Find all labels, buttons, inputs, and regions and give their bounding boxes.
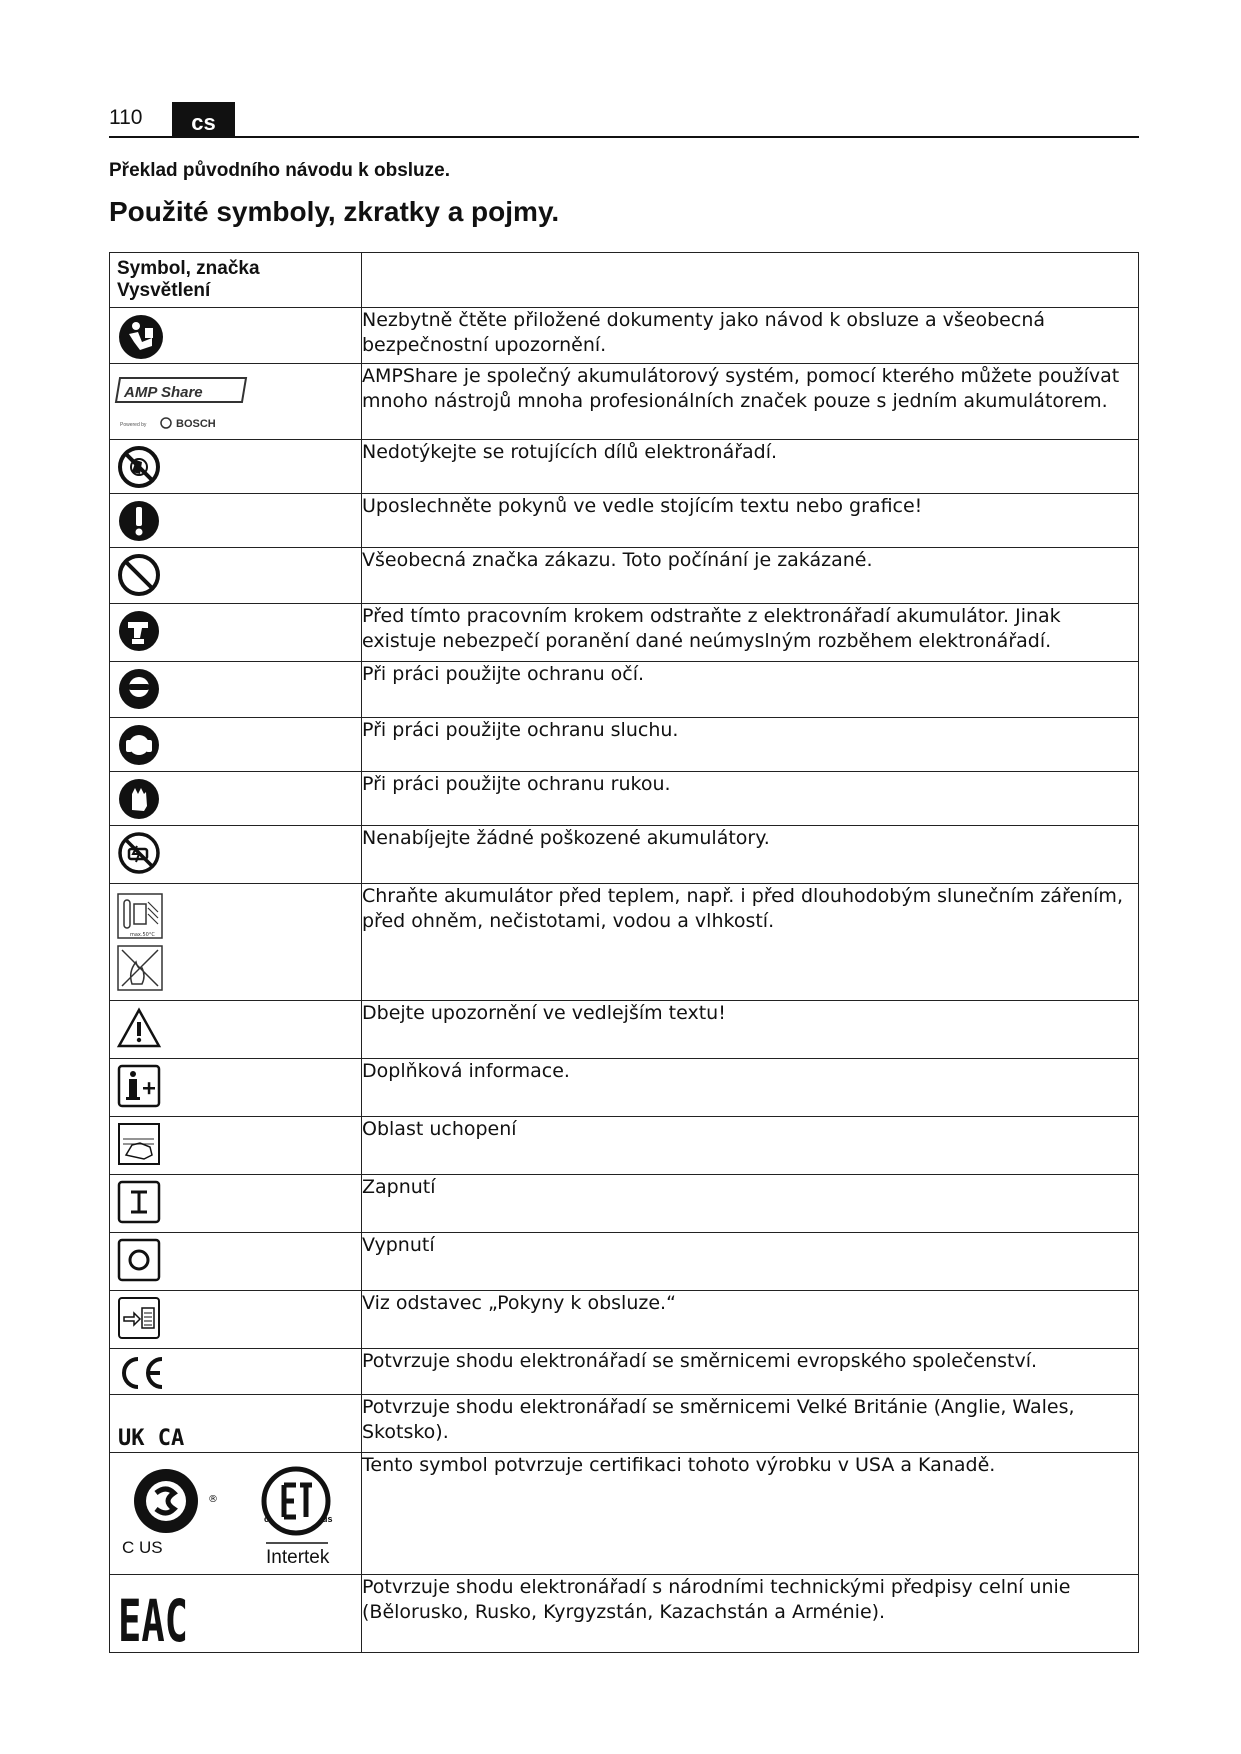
description-cell: Oblast uchopení (362, 1117, 1139, 1175)
table-row (110, 548, 1139, 604)
symbol-cell (110, 662, 362, 718)
description-cell: Chraňte akumulátor před teplem, např. i před dlouhodobým slunečním zářením, před ohněm, nečistotami, vodou a vlhkostí. (362, 884, 1139, 1001)
table-row (110, 772, 1139, 826)
description-cell: Nezbytně čtěte přiložené dokumenty jako návod k obsluze a všeobecná bezpečnostní upozornění. (362, 308, 1139, 364)
table-row (110, 440, 1139, 494)
page-number: 110 (109, 106, 143, 129)
read-manual-icon (116, 312, 166, 362)
bosch-brand-text: BOSCH (176, 418, 216, 430)
table-row (110, 1117, 1139, 1175)
description-cell: Doplňková informace. (362, 1059, 1139, 1117)
ukca-mark-text: UK CA (118, 1426, 185, 1451)
protect-battery-heat-icon (116, 888, 166, 994)
hand-protection-icon (116, 776, 162, 822)
ear-protection-icon (116, 722, 162, 768)
symbol-cell (110, 826, 362, 884)
power-on-icon (116, 1179, 162, 1225)
symbol-cell (110, 548, 362, 604)
ampshare-logo-icon (116, 368, 256, 434)
ce-mark-icon (116, 1353, 166, 1393)
eye-protection-icon (116, 666, 162, 712)
symbol-cell (110, 1291, 362, 1349)
table-row (110, 884, 1139, 1001)
symbol-cell (110, 1233, 362, 1291)
table-row (110, 1575, 1139, 1653)
table-row (110, 826, 1139, 884)
page-title: Použité symboly, zkratky a pojmy. (109, 196, 560, 227)
description-cell: Nenabíjejte žádné poškozené akumulátory. (362, 826, 1139, 884)
table-row (110, 662, 1139, 718)
temperature-limit-text: max.50°C (130, 932, 155, 938)
symbol-cell (110, 1001, 362, 1059)
description-cell: Při práci použijte ochranu očí. (362, 662, 1139, 718)
header-rule (109, 136, 1139, 138)
symbol-cell (110, 1395, 362, 1453)
info-plus-icon (116, 1063, 162, 1109)
table-header-row (110, 253, 1139, 308)
intertek-brand-text: Intertek (266, 1547, 330, 1568)
column-header-symbol (110, 253, 362, 308)
symbol-cell (110, 1117, 362, 1175)
symbol-cell (110, 718, 362, 772)
warning-triangle-icon (116, 1005, 162, 1051)
description-cell: Viz odstavec „Pokyny k obsluze.“ (362, 1291, 1139, 1349)
symbol-cell (110, 308, 362, 364)
symbol-cell (110, 772, 362, 826)
table-row (110, 494, 1139, 548)
table-row (110, 718, 1139, 772)
no-touch-rotating-icon (116, 444, 162, 490)
table-row (110, 1453, 1139, 1575)
table-row (110, 604, 1139, 662)
see-instructions-icon (116, 1295, 162, 1341)
description-cell: Dbejte upozornění ve vedlejším textu! (362, 1001, 1139, 1059)
symbol-cell (110, 440, 362, 494)
description-cell: Potvrzuje shodu elektronářadí s národními technickými předpisy celní unie (Bělorusko, Rusko, Kyrgyzstán, Kazachstán a Arménie). (362, 1575, 1139, 1653)
remove-battery-icon (116, 608, 162, 654)
description-cell: Potvrzuje shodu elektronářadí se směrnicemi evropského společenství. (362, 1349, 1139, 1395)
svg-text:us: us (322, 1514, 333, 1524)
ampshare-powered-by: Powered by (120, 422, 147, 428)
description-cell: Všeobecná značka zákazu. Toto počínání je zakázané. (362, 548, 1139, 604)
etl-mark-icon (264, 1469, 333, 1568)
language-label: cs (191, 110, 216, 135)
table-row (110, 1233, 1139, 1291)
description-cell: Zapnutí (362, 1175, 1139, 1233)
symbol-cell (110, 1059, 362, 1117)
symbol-cell (110, 884, 362, 1001)
symbol-cell (110, 364, 362, 440)
description-cell: Potvrzuje shodu elektronářadí se směrnicemi Velké Británie (Anglie, Wales, Skotsko). (362, 1395, 1139, 1453)
svg-text:®: ® (208, 1494, 218, 1505)
language-badge (172, 102, 235, 138)
table-row (110, 308, 1139, 364)
eac-mark-icon (116, 1579, 196, 1655)
symbols-table (109, 252, 1139, 1653)
table-row (110, 364, 1139, 440)
svg-text:c: c (264, 1514, 270, 1524)
ampshare-logo-text: AMP Share (124, 384, 203, 401)
symbol-cell (110, 1575, 362, 1653)
description-cell: Při práci použijte ochranu rukou. (362, 772, 1139, 826)
column-header-empty (362, 253, 1139, 308)
table-row (110, 1059, 1139, 1117)
mandatory-action-icon (116, 498, 162, 544)
ukca-mark-icon (116, 1399, 185, 1451)
no-damaged-battery-charging-icon (116, 830, 162, 876)
prohibition-icon (116, 552, 162, 598)
table-row (110, 1291, 1139, 1349)
description-cell: Uposlechněte pokynů ve vedle stojícím textu nebo grafice! (362, 494, 1139, 548)
grip-area-icon (116, 1121, 162, 1167)
table-row (110, 1001, 1139, 1059)
table-row (110, 1349, 1139, 1395)
column-header-symbol-label: Symbol, značka (117, 258, 260, 279)
description-cell: AMPShare je společný akumulátorový systém, pomocí kterého můžete používat mnoho nástrojů mnoha profesionálních značek pouze s jedním akumulátorem. (362, 364, 1139, 440)
csa-etl-marks-icon (116, 1457, 356, 1569)
description-cell: Tento symbol potvrzuje certifikaci tohoto výrobku v USA a Kanadě. (362, 1453, 1139, 1575)
description-cell: Vypnutí (362, 1233, 1139, 1291)
table-row (110, 1395, 1139, 1453)
power-off-icon (116, 1237, 162, 1283)
document-subtitle: Překlad původního návodu k obsluze. (109, 160, 450, 181)
symbol-cell (110, 1175, 362, 1233)
csa-c-us-text: C US (122, 1538, 163, 1557)
table-row (110, 1175, 1139, 1233)
symbol-cell (110, 604, 362, 662)
symbol-cell (110, 1349, 362, 1395)
column-header-explanation-label: Vysvětlení (117, 280, 211, 301)
description-cell: Nedotýkejte se rotujících dílů elektronářadí. (362, 440, 1139, 494)
eac-mark-text: EAC (118, 1587, 188, 1655)
description-cell: Před tímto pracovním krokem odstraňte z elektronářadí akumulátor. Jinak existuje nebezpečí poranění dané neúmyslným rozběhem elektronářadí. (362, 604, 1139, 662)
csa-mark-icon (122, 1469, 218, 1557)
symbol-cell (110, 494, 362, 548)
description-cell: Při práci použijte ochranu sluchu. (362, 718, 1139, 772)
symbol-cell (110, 1453, 362, 1575)
